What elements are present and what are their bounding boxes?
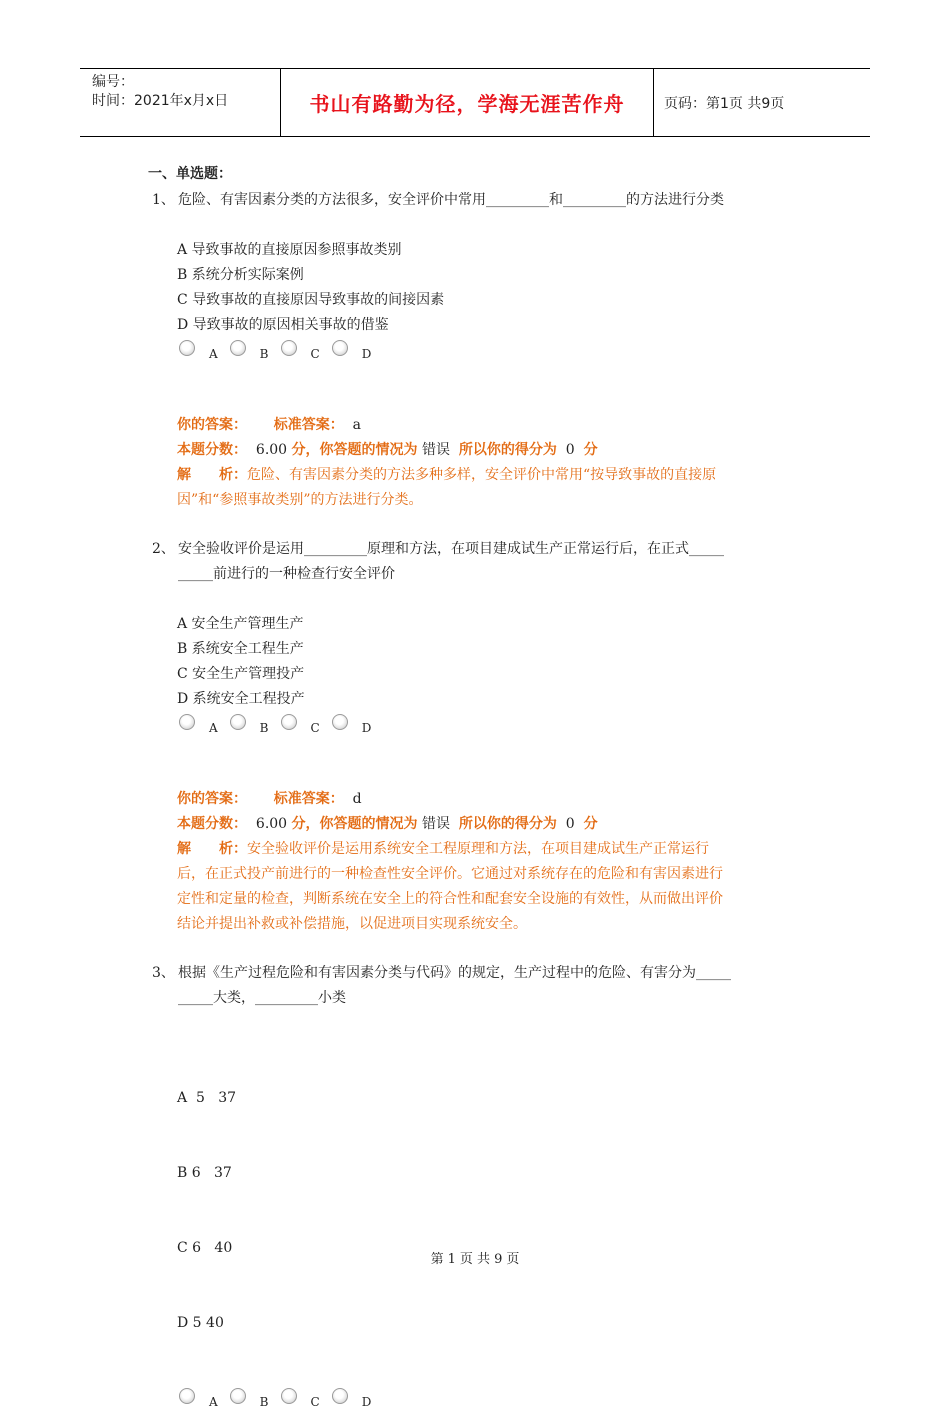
score-line <box>177 812 802 837</box>
footer-mid: 页 共 <box>459 1252 491 1267</box>
std-answer-label: 标准答案： <box>273 417 344 433</box>
radio-label: B <box>259 1395 269 1409</box>
footer-total: 9 <box>494 1252 503 1267</box>
radio-group <box>152 1386 802 1416</box>
radio-circle-icon[interactable] <box>281 714 297 730</box>
radio-option-d[interactable] <box>332 712 378 735</box>
option-item: D 导致事故的原因相关事故的借鉴 <box>177 317 389 333</box>
analysis-label: 解 析： <box>177 467 247 483</box>
page-footer <box>0 1248 950 1267</box>
got-value: 0 <box>565 816 575 832</box>
footer-page: 1 <box>447 1252 456 1267</box>
answer-line <box>177 787 802 812</box>
radio-group <box>152 338 802 368</box>
radio-option-c[interactable] <box>281 1386 326 1409</box>
analysis-line: 结论并提出补救或补偿措施，以促进项目实现系统安全。 <box>177 916 527 932</box>
radio-circle-icon[interactable] <box>230 714 246 730</box>
analysis-text: 安全验收评价是运用系统安全工程原理和方法，在项目建成试生产正常运行 <box>247 841 709 857</box>
question-stem <box>152 537 802 587</box>
radio-label: A <box>209 347 218 361</box>
radio-option-d[interactable] <box>332 1386 378 1409</box>
radio-label: C <box>310 721 320 735</box>
score-line <box>177 438 802 463</box>
got-unit: 分 <box>583 816 598 832</box>
radio-group <box>152 712 802 742</box>
option-item: B 系统分析实际案例 <box>177 267 304 283</box>
std-answer-label: 标准答案： <box>273 791 344 807</box>
question-stem <box>152 188 802 213</box>
option-item: A 导致事故的直接原因参照事故类别 <box>177 242 402 258</box>
question-2 <box>152 537 802 937</box>
score-label: 本题分数： <box>177 442 247 458</box>
radio-circle-icon[interactable] <box>230 340 246 356</box>
time-label: 时间：2021年x月x日 <box>92 93 229 109</box>
radio-option-c[interactable] <box>281 338 326 361</box>
radio-circle-icon[interactable] <box>230 1388 246 1404</box>
radio-circle-icon[interactable] <box>332 714 348 730</box>
footer-prefix: 第 <box>430 1252 444 1267</box>
header-page-info: 页码：第1页 共9页 <box>664 95 785 112</box>
score-unit: 分，你答题的情况为 <box>291 442 418 458</box>
got-label: 所以你的得分为 <box>458 816 557 832</box>
radio-label: C <box>310 1395 320 1409</box>
radio-label: D <box>361 721 372 735</box>
question-3 <box>152 961 802 1416</box>
radio-circle-icon[interactable] <box>179 1388 195 1404</box>
option-item: C 6 40 <box>177 1240 233 1256</box>
analysis-line: 因”和“参照事故类别”的方法进行分类。 <box>177 492 423 508</box>
result-value: 错误 <box>421 816 450 832</box>
radio-label: B <box>259 347 269 361</box>
got-value: 0 <box>565 442 575 458</box>
your-answer-label: 你的答案： <box>177 791 247 807</box>
stem-line: 根据《生产过程危险和有害因素分类与代码》的规定，生产过程中的危险、有害分为_____ <box>178 965 731 981</box>
analysis-line: 后，在正式投产前进行的一种检查性安全评价。它通过对系统存在的危险和有害因素进行 <box>177 866 723 882</box>
stem-line: _____大类，_________小类 <box>178 990 346 1006</box>
question-stem <box>152 961 802 1011</box>
radio-option-a[interactable] <box>179 338 224 361</box>
answer-line <box>177 413 802 438</box>
header-motto: 书山有路勤为径，学海无涯苦作舟 <box>281 69 654 136</box>
score-unit: 分，你答题的情况为 <box>291 816 418 832</box>
radio-label: A <box>209 1395 218 1409</box>
question-number: 2、 <box>152 541 175 557</box>
radio-circle-icon[interactable] <box>281 1388 297 1404</box>
score-value: 6.00 <box>255 442 288 458</box>
radio-circle-icon[interactable] <box>281 340 297 356</box>
header-meta-cell <box>80 69 281 136</box>
got-label: 所以你的得分为 <box>458 442 557 458</box>
question-number: 3、 <box>152 965 175 981</box>
stem-line: 安全验收评价是运用_________原理和方法，在项目建成试生产正常运行后，在正式_____ <box>178 541 724 557</box>
option-item: A 5 37 <box>177 1090 237 1106</box>
radio-label: A <box>209 721 218 735</box>
question-1 <box>152 188 802 513</box>
radio-circle-icon[interactable] <box>179 714 195 730</box>
option-list <box>152 612 802 712</box>
code-label: 编号： <box>92 74 134 90</box>
radio-option-d[interactable] <box>332 338 378 361</box>
result-value: 错误 <box>421 442 450 458</box>
option-item: C 导致事故的直接原因导致事故的间接因素 <box>177 292 445 308</box>
radio-option-c[interactable] <box>281 712 326 735</box>
analysis-line: 定性和定量的检查，判断系统在安全上的符合性和配套安全设施的有效性，从而做出评价 <box>177 891 723 907</box>
radio-circle-icon[interactable] <box>179 340 195 356</box>
document-header <box>80 68 870 137</box>
radio-option-b[interactable] <box>230 338 275 361</box>
std-answer: d <box>352 791 362 807</box>
analysis-text: 危险、有害因素分类的方法多种多样，安全评价中常用“按导致事故的直接原 <box>247 467 717 483</box>
answer-block <box>152 787 802 937</box>
option-list <box>152 1036 802 1386</box>
stem-line: _____前进行的一种检查行安全评价 <box>178 566 395 582</box>
radio-option-a[interactable] <box>179 1386 224 1409</box>
question-number: 1、 <box>152 192 175 208</box>
option-item: B 6 37 <box>177 1165 232 1181</box>
radio-option-b[interactable] <box>230 1386 275 1409</box>
option-item: D 系统安全工程投产 <box>177 691 305 707</box>
option-item: D 5 40 <box>177 1315 224 1331</box>
radio-label: B <box>259 721 269 735</box>
radio-option-a[interactable] <box>179 712 224 735</box>
radio-label: C <box>310 347 320 361</box>
section-title: 一、单选题： <box>148 166 232 182</box>
analysis-line <box>177 837 802 862</box>
stem-line: 危险、有害因素分类的方法很多，安全评价中常用_________和_________的方法进行分类 <box>178 192 724 208</box>
option-item: B 系统安全工程生产 <box>177 641 304 657</box>
option-item: A 安全生产管理生产 <box>177 616 304 632</box>
analysis-label: 解 析： <box>177 841 247 857</box>
your-answer-label: 你的答案： <box>177 417 247 433</box>
radio-label: D <box>361 1395 372 1409</box>
radio-circle-icon[interactable] <box>332 340 348 356</box>
answer-block <box>152 413 802 513</box>
footer-suffix: 页 <box>506 1252 520 1267</box>
analysis-line <box>177 463 802 488</box>
score-value: 6.00 <box>255 816 288 832</box>
option-list <box>152 238 802 338</box>
option-item: C 安全生产管理投产 <box>177 666 305 682</box>
radio-circle-icon[interactable] <box>332 1388 348 1404</box>
radio-option-b[interactable] <box>230 712 275 735</box>
got-unit: 分 <box>583 442 598 458</box>
std-answer: a <box>352 417 361 433</box>
radio-label: D <box>361 347 372 361</box>
score-label: 本题分数： <box>177 816 247 832</box>
